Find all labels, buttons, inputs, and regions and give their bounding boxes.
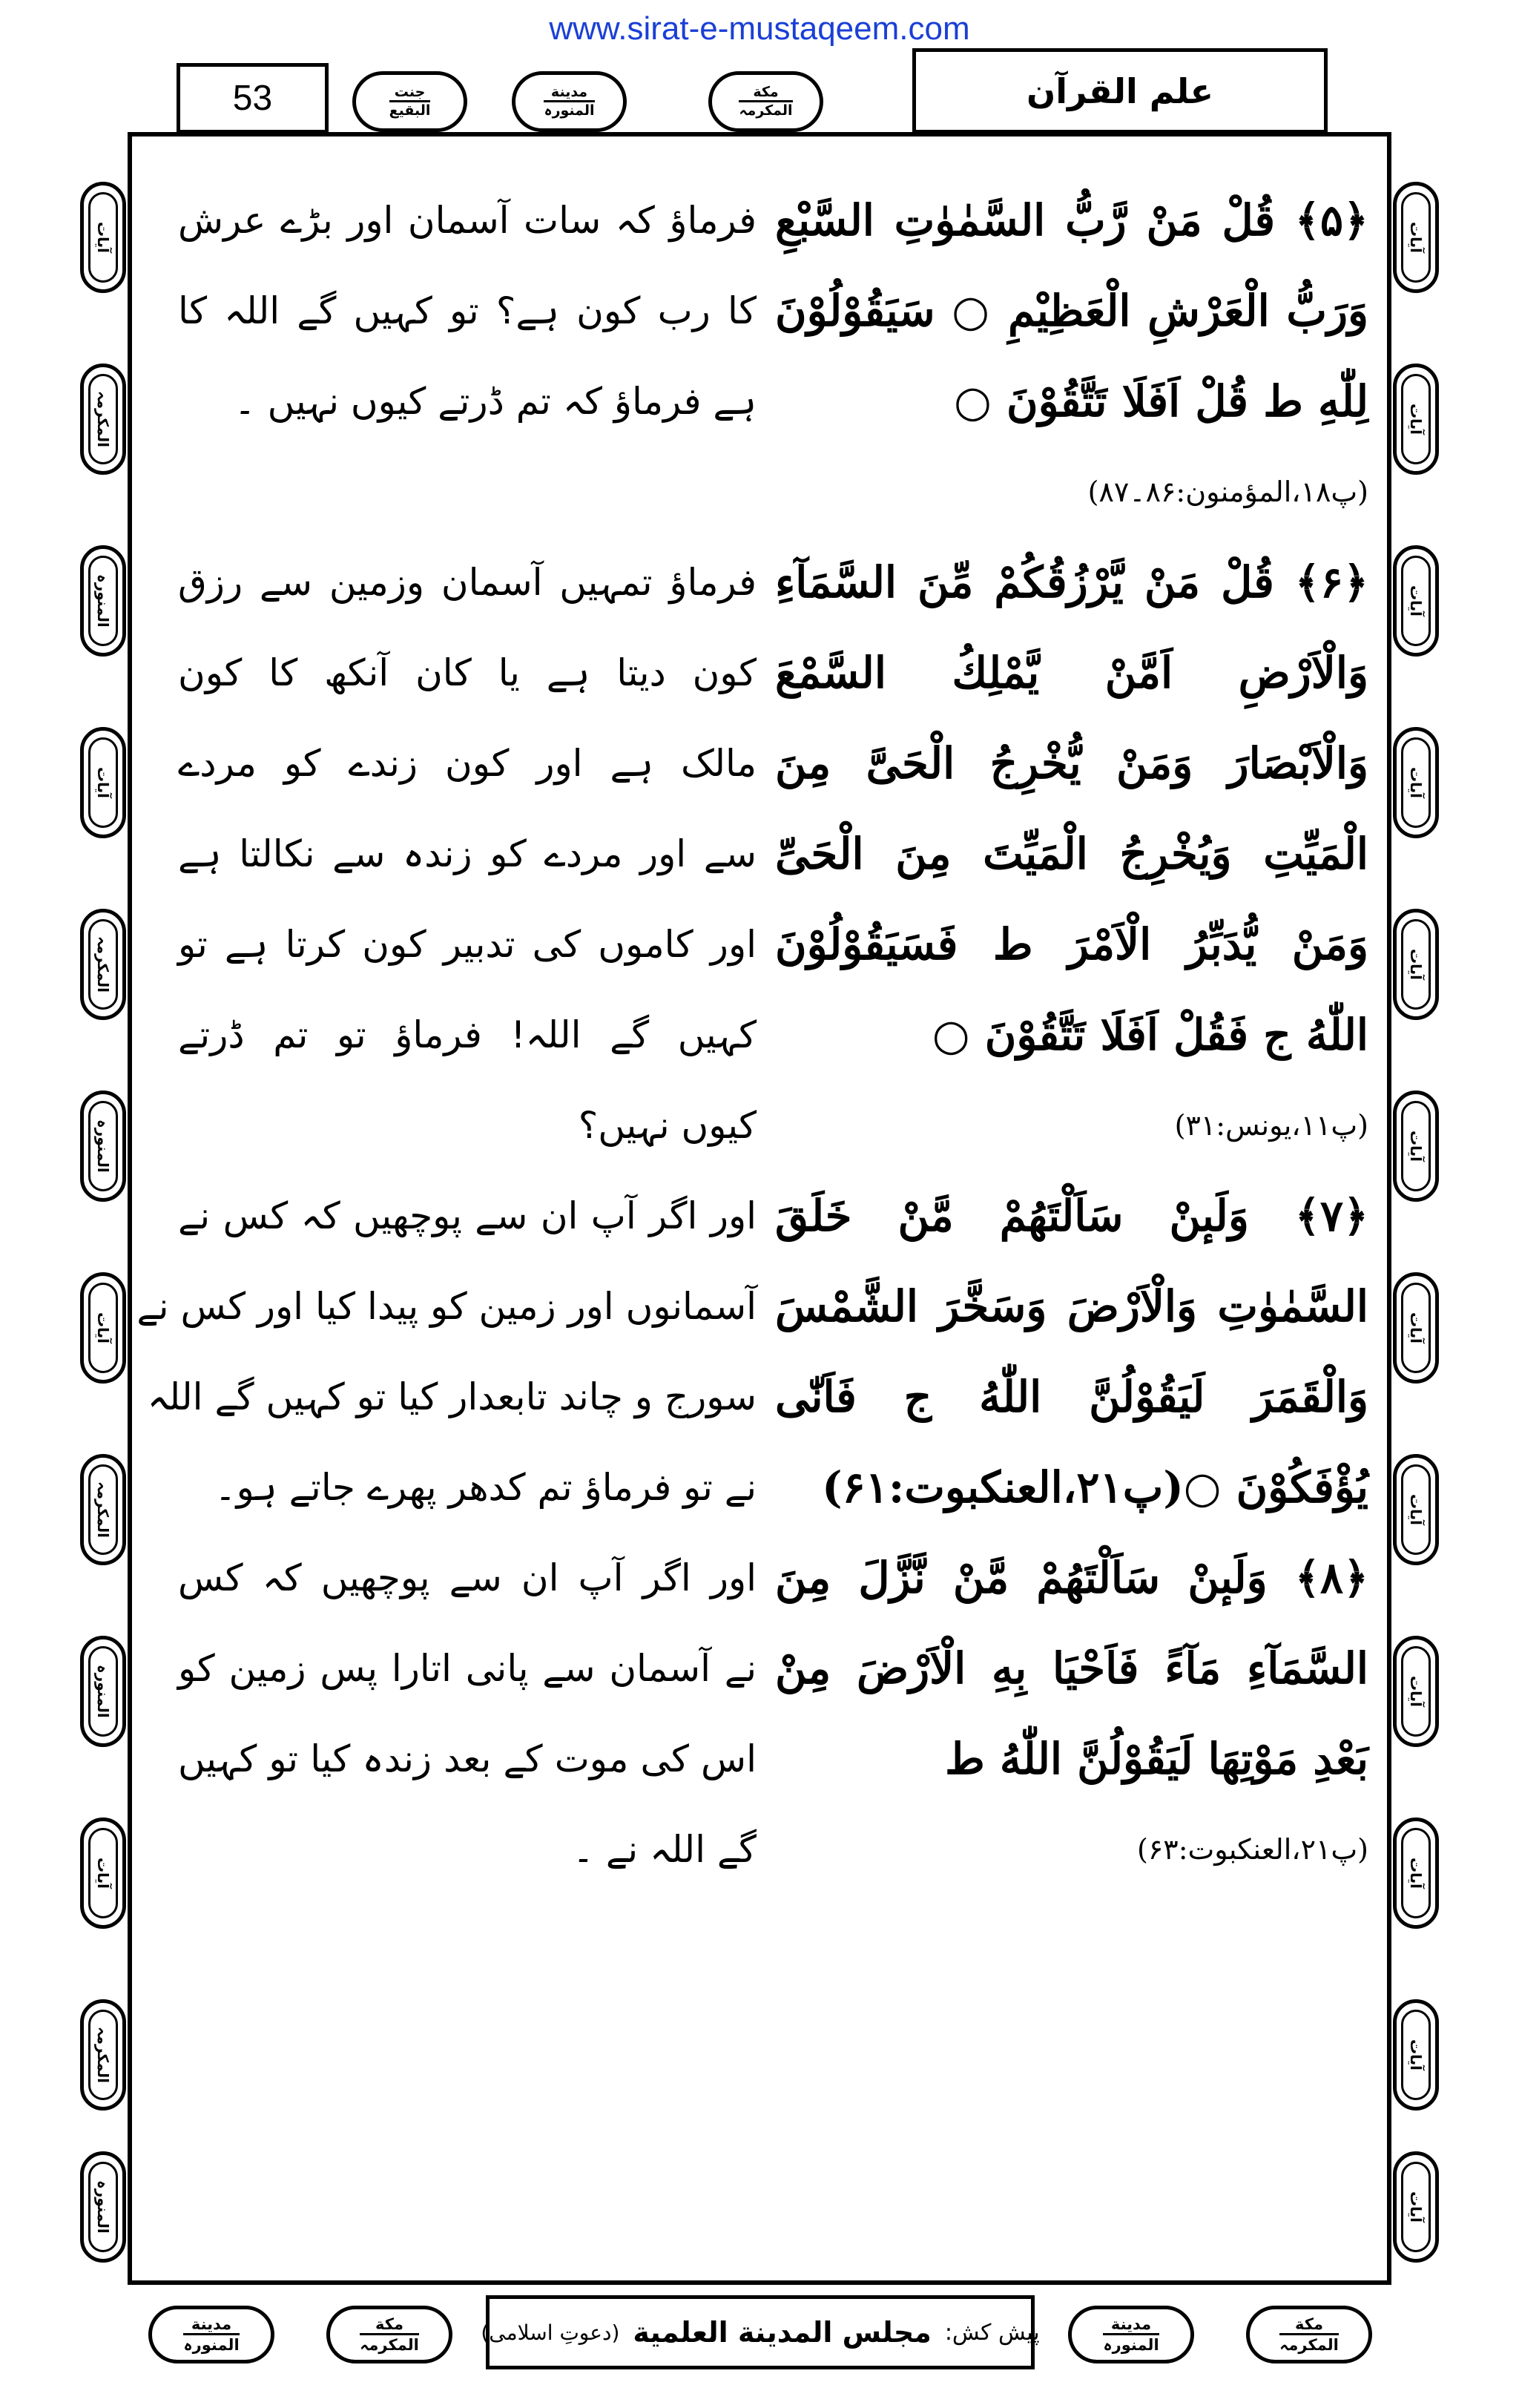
presenter-label: پیش کش: <box>944 2319 1040 2346</box>
translation-line: نے تو فرماؤ تم کدھر پھرے جاتے ہو۔ <box>214 1466 757 1509</box>
side-ornament-text: المکرمہ <box>88 374 118 464</box>
badge-line: البقیع <box>389 100 431 119</box>
urdu-translation-column <box>136 175 757 1895</box>
badge-line: المکرمہ <box>360 2333 419 2353</box>
side-ornament-text: آیات <box>88 1283 118 1373</box>
verse-line: الْمَیِّتِ وَیُخْرِجُ الْمَیِّتَ مِنَ الْحَیِّ <box>775 829 1368 879</box>
side-ornament-right <box>1393 1090 1439 1202</box>
badge-line: مدینة <box>191 2315 232 2334</box>
badge-line: مکة <box>753 83 779 100</box>
side-ornament-text: المنورہ <box>88 556 118 646</box>
side-ornament-text: آیات <box>1401 556 1431 646</box>
badge-line: مدینة <box>1110 2315 1152 2334</box>
side-ornament-left <box>80 363 126 475</box>
verse-line: یُؤْفَكُوْنَ ○(پ۲۱،العنکبوت:۶۱) <box>822 1462 1368 1513</box>
side-ornament-text: المنورہ <box>88 2162 118 2252</box>
side-ornament-text: المنورہ <box>88 1646 118 1737</box>
publisher-banner <box>481 2295 1040 2369</box>
translation-line: گے اللہ نے ۔ <box>572 1828 757 1871</box>
verse-reference: (پ۲۱،العنکبوت:۶۳) <box>1137 1833 1368 1866</box>
verse-line: ﴿۸﴾ وَلَىٕنْ سَاَلْتَهُمْ مَّنْ نَّزَّلَ مِنَ <box>775 1553 1368 1603</box>
verse-line: ﴿۷﴾ وَلَىٕنْ سَاَلْتَهُمْ مَّنْ خَلَقَ <box>775 1191 1368 1241</box>
side-ornament-text: آیات <box>1401 2010 1431 2100</box>
badge-line: المنورہ <box>1103 2333 1159 2353</box>
side-ornament-text: آیات <box>1401 374 1431 464</box>
side-ornament-text: آیات <box>1401 1646 1431 1737</box>
side-ornament-text: المکرمہ <box>88 1464 118 1555</box>
translation-line: فرماؤ کہ سات آسمان اور بڑے عرش <box>178 199 757 242</box>
verse-line: ﴿۵﴾ قُلْ مَنْ رَّبُّ السَّمٰوٰتِ السَّبْعِ <box>775 195 1368 246</box>
side-ornament-left <box>80 1636 126 1747</box>
side-ornament-text: آیات <box>1401 737 1431 828</box>
translation-line: مالک ہے اور کون زندے کو مردے <box>178 742 757 785</box>
verse-line: وَمَنْ یُّدَبِّرُ الْاَمْرَ ط فَسَیَقُوْلُوْنَ <box>775 919 1368 970</box>
footer-badge-makkah <box>326 2306 452 2363</box>
verse-line: السَّمَآءِ مَآءً فَاَحْیَا بِهِ الْاَرْضَ مِنْ <box>775 1643 1368 1694</box>
header-badge-makkah <box>708 71 823 132</box>
translation-line: ہے فرماؤ کہ تم ڈرتے کیوں نہیں ۔ <box>234 380 757 423</box>
side-ornament-right <box>1393 1999 1439 2111</box>
publisher-note: (دعوتِ اسلامی) <box>481 2320 620 2345</box>
verse-reference: (پ۱۸،المؤمنون:۸۶۔۸۷) <box>1087 476 1368 508</box>
footer-badge-madinah <box>148 2306 274 2363</box>
translation-line: سورج و چاند تابعدار کیا تو کہیں گے اللہ <box>147 1375 757 1418</box>
side-ornament-right <box>1393 909 1439 1020</box>
verse-line: وَالْاَبْصَارَ وَمَنْ یُّخْرِجُ الْحَیَّ مِنَ <box>775 738 1368 789</box>
badge-line: مدینة <box>550 83 588 100</box>
translation-line: کون دیتا ہے یا کان آنکھ کا کون <box>178 651 757 694</box>
translation-spacer <box>178 447 757 537</box>
header-badge-jannat-al-baqi <box>352 71 467 132</box>
badge-line: مکة <box>1295 2315 1323 2334</box>
badge-line: جنت <box>394 83 426 100</box>
header-badge-madinah <box>512 71 627 132</box>
side-ornament-right <box>1393 363 1439 475</box>
side-ornament-text: آیات <box>1401 192 1431 283</box>
side-ornament-right <box>1393 1454 1439 1565</box>
translation-line: اس کی موت کے بعد زندہ کیا تو کہیں <box>178 1737 757 1780</box>
website-url[interactable]: www.sirat-e-mustaqeem.com <box>549 10 970 47</box>
verse-reference: (پ۱۱،یونس:۳۱) <box>1174 1109 1368 1142</box>
side-ornament-left <box>80 182 126 293</box>
verse-line: لِلّٰهِ ط قُلْ اَفَلَا تَتَّقُوْنَ ○ <box>954 376 1368 427</box>
side-ornament-right <box>1393 182 1439 293</box>
side-ornament-left <box>80 545 126 657</box>
side-ornament-text: آیات <box>1401 2162 1431 2252</box>
side-ornament-right <box>1393 2151 1439 2263</box>
side-ornament-text: آیات <box>1401 1464 1431 1555</box>
side-ornament-right <box>1393 1817 1439 1929</box>
arabic-verses-column <box>775 175 1368 1895</box>
book-title: علم القرآن <box>912 48 1328 134</box>
verse-line: وَرَبُّ الْعَرْشِ الْعَظِیْمِ ○ سَیَقُوْلُوْنَ <box>775 286 1368 336</box>
side-ornament-right <box>1393 727 1439 838</box>
side-ornament-left <box>80 1817 126 1929</box>
side-ornament-text: المنورہ <box>88 1101 118 1191</box>
translation-line: سے اور مردے کو زندہ سے نکالتا ہے <box>178 832 757 875</box>
side-ornament-left <box>80 909 126 1020</box>
translation-line: اور کاموں کی تدبیر کون کرتا ہے تو <box>178 923 757 966</box>
verse-line: اللّٰهُ ج فَقُلْ اَفَلَا تَتَّقُوْنَ ○ <box>932 1010 1368 1060</box>
badge-line: المنورہ <box>183 2333 239 2353</box>
verse-line: السَّمٰوٰتِ وَالْاَرْضَ وَسَخَّرَ الشَّمْسَ <box>775 1281 1368 1332</box>
badge-line: المکرمہ <box>739 100 792 119</box>
translation-line: کا رب کون ہے؟ تو کہیں گے اللہ کا <box>178 289 757 332</box>
translation-line: آسمانوں اور زمین کو پیدا کیا اور کس نے <box>136 1285 757 1328</box>
translation-line: کیوں نہیں؟ <box>578 1104 757 1147</box>
verse-line: وَالْاَرْضِ اَمَّنْ یَّمْلِكُ السَّمْعَ <box>775 648 1368 698</box>
translation-line: نے آسمان سے پانی اتارا پس زمین کو <box>178 1647 757 1690</box>
side-ornament-right <box>1393 545 1439 657</box>
side-ornament-left <box>80 1454 126 1565</box>
badge-line: المکرمہ <box>1279 2333 1339 2353</box>
side-ornament-left <box>80 1272 126 1384</box>
side-ornament-text: آیات <box>88 737 118 828</box>
badge-line: المنورہ <box>544 100 594 119</box>
side-ornament-text: آیات <box>88 192 118 283</box>
side-ornament-left <box>80 2151 126 2263</box>
side-ornament-text: آیات <box>1401 1283 1431 1373</box>
side-ornament-text: آیات <box>88 1828 118 1918</box>
side-ornament-text: آیات <box>1401 1828 1431 1918</box>
page-number: 53 <box>177 63 329 134</box>
footer-badge-makkah <box>1246 2306 1372 2363</box>
translation-line: کہیں گے اللہ! فرماؤ تو تم ڈرتے <box>178 1013 757 1056</box>
side-ornament-left <box>80 727 126 838</box>
translation-line: اور اگر آپ ان سے پوچھیں کہ کس <box>178 1556 757 1599</box>
translation-line: اور اگر آپ ان سے پوچھیں کہ کس نے <box>178 1194 757 1237</box>
side-ornament-text: المکرمہ <box>88 919 118 1010</box>
side-ornament-text: آیات <box>1401 1101 1431 1191</box>
side-ornament-right <box>1393 1636 1439 1747</box>
side-ornament-text: المکرمہ <box>88 2010 118 2100</box>
verse-line: وَالْقَمَرَ لَیَقُوْلُنَّ اللّٰهُ ج فَاَنّٰى <box>775 1372 1368 1422</box>
verse-line: بَعْدِ مَوْتِهَا لَیَقُوْلُنَّ اللّٰهُ ط <box>945 1734 1368 1784</box>
side-ornament-right <box>1393 1272 1439 1384</box>
footer-badge-madinah <box>1068 2306 1194 2363</box>
side-ornament-left <box>80 1999 126 2111</box>
verse-line: ﴿۶﴾ قُلْ مَنْ یَّرْزُقُكُمْ مِّنَ السَّمَآءِ <box>775 557 1368 608</box>
badge-line: مکة <box>375 2315 403 2334</box>
side-ornament-text: آیات <box>1401 919 1431 1010</box>
translation-line: فرماؤ تمہیں آسمان وزمین سے رزق <box>178 561 757 604</box>
publisher-name: مجلس المدینة العلمیة <box>633 2316 932 2349</box>
side-ornament-left <box>80 1090 126 1202</box>
